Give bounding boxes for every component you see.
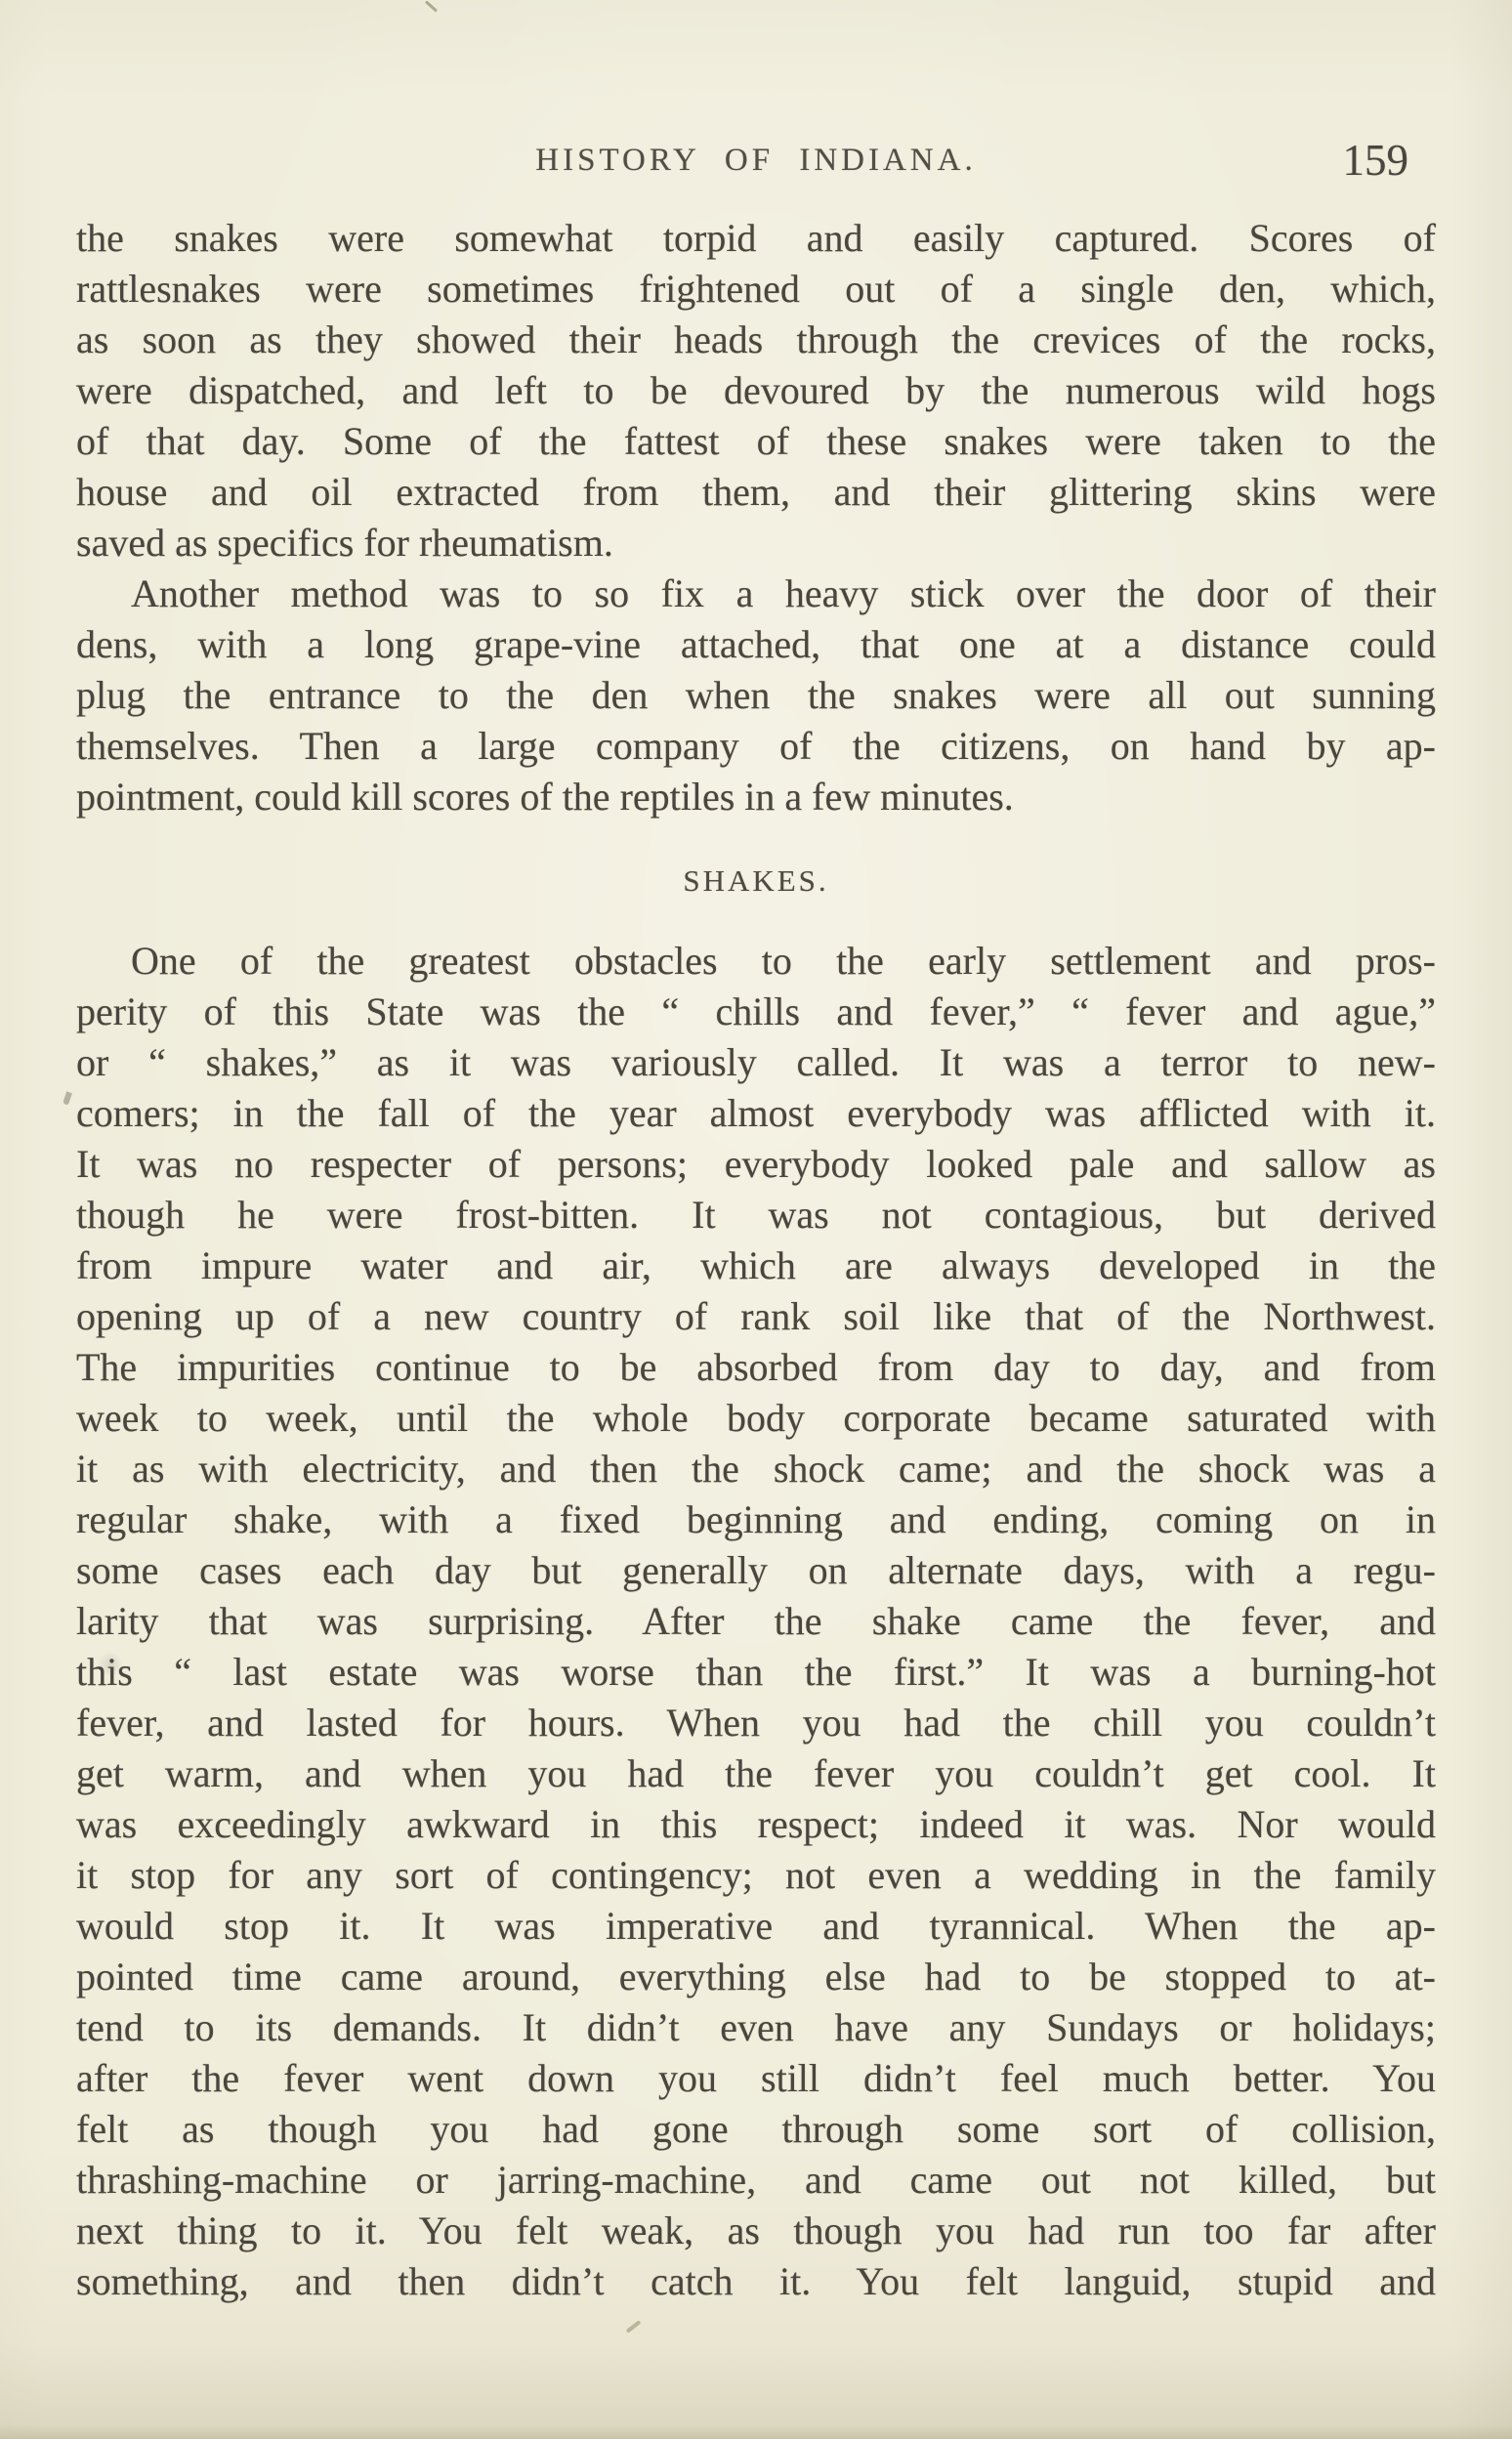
text-line: would stop it. It was imperative and tyrannical. When the ap- (76, 1904, 1436, 1948)
text-line: it stop for any sort of contingency; not even a wedding in the family (76, 1853, 1436, 1897)
text-line: larity that was surprising. After the shake came the fever, and (76, 1599, 1436, 1643)
text-line: from impure water and air, which are always developed in the (76, 1243, 1436, 1287)
text-line: pointment, could kill scores of the reptiles in a few minutes. (76, 775, 1014, 819)
text-line: was exceedingly awkward in this respect; indeed it was. Nor would (76, 1802, 1436, 1846)
text-line: after the fever went down you still didn’t feel much better. You (76, 2056, 1436, 2100)
text-line: rattlesnakes were sometimes frightened out of a single den, which, (76, 267, 1436, 311)
paragraph (76, 936, 1436, 2307)
text-line: were dispatched, and left to be devoured by the numerous wild hogs (76, 368, 1436, 412)
margin-pen-mark (63, 1091, 72, 1105)
text-line: some cases each day but generally on alternate days, with a regu- (76, 1548, 1436, 1592)
text-line: this “ last estate was worse than the first.” It was a burning-hot (76, 1650, 1436, 1694)
text-line: or “ shakes,” as it was variously called. It was a terror to new- (76, 1040, 1436, 1084)
text-line: next thing to it. You felt weak, as though you had run too far after (76, 2208, 1436, 2252)
ink-speck (626, 2320, 642, 2334)
text-line: of that day. Some of the fattest of these snakes were taken to the (76, 419, 1436, 463)
text-line: week to week, until the whole body corporate became saturated with (76, 1396, 1436, 1440)
text-line: though he were frost-bitten. It was not contagious, but derived (76, 1193, 1436, 1237)
text-line: tend to its demands. It didn’t even have any Sundays or holidays; (76, 2005, 1436, 2049)
text-line: perity of this State was the “ chills and fever,” “ fever and ague,” (76, 989, 1436, 1033)
text-line: Another method was to so fix a heavy stick over the door of their (131, 571, 1436, 615)
text-line: fever, and lasted for hours. When you had the chill you couldn’t (76, 1701, 1436, 1745)
text-line: get warm, and when you had the fever you couldn’t get cool. It (76, 1751, 1436, 1795)
text-line: regular shake, with a fixed beginning and ending, coming on in (76, 1497, 1436, 1541)
text-line: something, and then didn’t catch it. You felt languid, stupid and (76, 2259, 1436, 2303)
text-line: It was no respecter of persons; everybody looked pale and sallow as (76, 1142, 1436, 1186)
text-line: themselves. Then a large company of the citizens, on hand by ap- (76, 724, 1436, 768)
running-title: HISTORY OF INDIANA. (535, 143, 977, 178)
text-line: dens, with a long grape-vine attached, that one at a distance could (76, 622, 1436, 666)
text-line: The impurities continue to be absorbed from day to day, and from (76, 1345, 1436, 1389)
text-line: it as with electricity, and then the shock came; and the shock was a (76, 1447, 1436, 1491)
page-text (76, 213, 1436, 2307)
text-line: plug the entrance to the den when the snakes were all out sunning (76, 673, 1436, 717)
ink-speck (425, 0, 438, 12)
text-line: comers; in the fall of the year almost everybody was afflicted with it. (76, 1091, 1436, 1135)
running-head (76, 135, 1436, 193)
text-line: house and oil extracted from them, and their glittering skins were (76, 470, 1436, 514)
page-number: 159 (1342, 136, 1408, 185)
paragraph (76, 213, 1436, 568)
text-line: saved as specifics for rheumatism. (76, 521, 613, 565)
text-line: opening up of a new country of rank soil like that of the Northwest. (76, 1294, 1436, 1338)
text-line: pointed time came around, everything else had to be stopped to at- (76, 1955, 1436, 1998)
paragraph (76, 568, 1436, 822)
section-heading: SHAKES. (683, 863, 829, 898)
text-line: thrashing-machine or jarring-machine, and came out not killed, but (76, 2158, 1436, 2202)
text-line: the snakes were somewhat torpid and easily captured. Scores of (76, 216, 1436, 260)
text-line: felt as though you had gone through some sort of collision, (76, 2107, 1436, 2151)
text-line: One of the greatest obstacles to the early settlement and pros- (131, 939, 1436, 983)
text-line: as soon as they showed their heads through the crevices of the rocks, (76, 317, 1436, 361)
